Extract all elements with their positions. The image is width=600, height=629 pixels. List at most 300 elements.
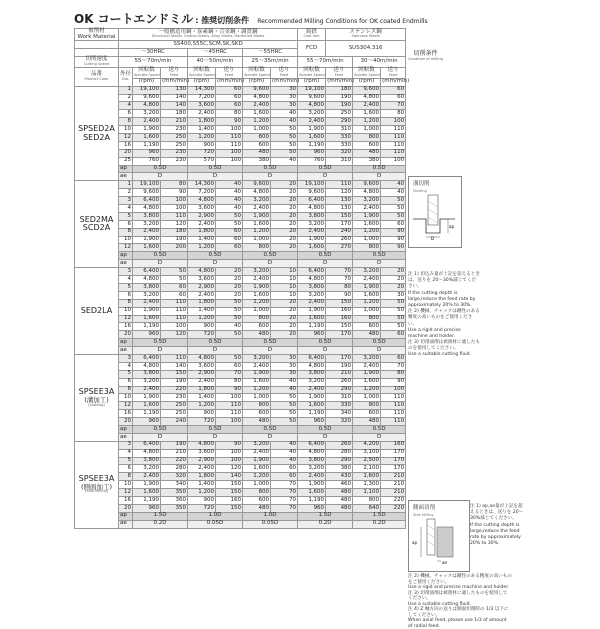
side-note-1-jp: 注 1) ap,ae量が上記を超えるときは、送りを 20～30%減じてください。 (470, 504, 524, 522)
spindle-speed-cell: 720 (188, 331, 216, 339)
spindle-speed-cell: 2,400 (353, 362, 381, 370)
ae-row (75, 347, 406, 355)
ap-row (75, 339, 406, 347)
spindle-speed-cell: 1,600 (353, 110, 381, 118)
feed-cell: 210 (326, 370, 353, 378)
spindle-speed-cell: 800 (243, 489, 271, 497)
diameter-cell: 4 (119, 362, 133, 370)
spindle-speed-cell: 2,500 (353, 457, 381, 465)
table-row (75, 457, 406, 465)
diameter-cell: 3 (119, 268, 133, 276)
spindle-speed-cell: 9,600 (133, 94, 161, 102)
spindle-speed-cell: 800 (353, 496, 381, 504)
ap-value: 0.5D (188, 252, 243, 260)
feed-cell: 20 (271, 181, 298, 189)
spindle-speed-cell: 1,900 (133, 481, 161, 489)
blank-cell (75, 41, 119, 49)
feed-cell: 50 (271, 126, 298, 134)
ae-row (75, 520, 406, 528)
spindle-speed-cell: 3,800 (298, 457, 326, 465)
diameter-cell: 12 (119, 489, 133, 497)
diameter-cell: 4 (119, 102, 133, 110)
spindle-speed-cell: 1,200 (243, 299, 271, 307)
feed-cell: 100 (216, 457, 243, 465)
table-row (75, 473, 406, 481)
feed-cell: 110 (216, 134, 243, 142)
feed-cell: 430 (326, 473, 353, 481)
feed-cell: 50 (161, 276, 188, 284)
feed-cell: 240 (326, 228, 353, 236)
feed-cell: 80 (161, 181, 188, 189)
side-milling-panel (408, 500, 470, 572)
feed-cell: 110 (216, 141, 243, 149)
spindle-speed-cell: 1,200 (188, 134, 216, 142)
feed-cell: 110 (381, 134, 406, 142)
feed-cell: 60 (381, 94, 406, 102)
feed-cell: 50 (271, 141, 298, 149)
spindle-speed-cell: 3,200 (243, 197, 271, 205)
table-row (75, 354, 406, 362)
spindle-speed-cell: 480 (243, 149, 271, 157)
spindle-speed-cell: 1,400 (188, 126, 216, 134)
spindle-speed-cell: 4,800 (243, 189, 271, 197)
ap-value: 1.0D (188, 512, 243, 520)
table-row (75, 102, 406, 110)
spindle-speed-cell: 480 (243, 331, 271, 339)
spindle-speed-cell: 800 (243, 134, 271, 142)
spindle-speed-cell: 1,900 (353, 370, 381, 378)
spindle-speed-cell: 4,800 (188, 197, 216, 205)
spindle-speed-cell: 4,800 (133, 276, 161, 284)
spindle-speed-cell: 4,800 (188, 354, 216, 362)
spindle-speed-cell: 4,800 (243, 94, 271, 102)
feed-cell: 40 (381, 189, 406, 197)
spindle-speed-cell: 1,600 (353, 473, 381, 481)
spindle-speed-cell: 1,300 (353, 481, 381, 489)
page-subtitle: : 推奨切削条件 (195, 16, 250, 25)
spindle-speed-cell: 960 (133, 418, 161, 426)
cutting-speed-header: 切削速度 Cutting Speed (75, 56, 119, 67)
ae-value: D (188, 433, 243, 441)
feed-cell: 230 (161, 149, 188, 157)
feed-cell: 40 (216, 197, 243, 205)
note-1-en: If the cutting depth is large,reduce the feed rate by approximately 20% to 30%. (408, 290, 476, 308)
spindle-speed-cell: 960 (298, 149, 326, 157)
spindle-speed-cell: 6,400 (133, 354, 161, 362)
product-sub-jp: (溝加工) (84, 395, 109, 404)
feed-cell: 170 (381, 457, 406, 465)
feed-cell: 70 (271, 496, 298, 504)
feed-cell: 70 (326, 276, 353, 284)
feed-cell: 320 (161, 473, 188, 481)
feed-cell: 60 (161, 283, 188, 291)
feed-cell: 20 (271, 299, 298, 307)
feed-cell: 130 (161, 86, 188, 94)
spindle-speed-cell: 480 (243, 418, 271, 426)
diameter-cell: 4 (119, 205, 133, 213)
rpm-unit: (rpm) (133, 78, 161, 86)
feed-cell: 40 (216, 181, 243, 189)
hrc-30: ～30HRC (119, 48, 188, 56)
diameter-cell: 20 (119, 149, 133, 157)
spindle-speed-cell: 2,100 (353, 465, 381, 473)
table-row (75, 212, 406, 220)
side-ae-label: ae (442, 560, 447, 565)
speed-3: 25～35m/min (243, 56, 298, 67)
diameter-cell: 16 (119, 496, 133, 504)
feed-cell: 50 (216, 315, 243, 323)
spindle-speed-cell: 1,000 (243, 394, 271, 402)
side-note-4-jp: 注 4) Z 軸方向の送りは側面切削時の 1/3 以下にしてください。 (408, 607, 509, 618)
feed-cell: 70 (271, 481, 298, 489)
table-row (75, 489, 406, 497)
cutting-conditions-table (74, 28, 410, 529)
spindle-speed-cell: 3,200 (298, 465, 326, 473)
spindle-speed-cell: 2,400 (243, 449, 271, 457)
feed-cell: 50 (161, 268, 188, 276)
feed-cell: 40 (216, 323, 243, 331)
feed-cell: 20 (271, 307, 298, 315)
spindle-speed-cell: 2,900 (188, 283, 216, 291)
side-milling-diagram (409, 517, 467, 567)
spindle-speed-cell: 1,600 (133, 489, 161, 497)
spindle-speed-cell: 1,900 (353, 283, 381, 291)
feed-cell: 190 (161, 378, 188, 386)
spindle-speed-cell: 480 (353, 418, 381, 426)
spindle-speed-cell: 720 (188, 149, 216, 157)
speed-1: 55～70m/min (119, 56, 188, 67)
feed-cell: 210 (161, 118, 188, 126)
spindle-speed-cell: 2,400 (188, 110, 216, 118)
feed-cell: 100 (216, 449, 243, 457)
slotting-diagram (409, 193, 459, 241)
side-milling-notes (408, 574, 512, 629)
spindle-speed-cell: 1,900 (243, 212, 271, 220)
spindle-speed-cell: 2,400 (243, 205, 271, 213)
feed-unit: (mm/min) (162, 78, 190, 85)
spindle-speed-cell: 3,800 (133, 212, 161, 220)
feed-cell: 110 (161, 212, 188, 220)
product-code (75, 86, 119, 181)
feed-unit: (mm/min) (327, 78, 355, 85)
spindle-speed-cell: 1,900 (298, 394, 326, 402)
hrc-45: ～45HRC (188, 48, 243, 56)
ae-value: D (298, 173, 353, 181)
feed-cell: 90 (161, 189, 188, 197)
spindle-speed-cell: 3,200 (298, 110, 326, 118)
spindle-speed-cell: 6,400 (133, 197, 161, 205)
feed-cell: 210 (381, 481, 406, 489)
slot-d-label: D (431, 236, 435, 241)
feed-cell: 50 (216, 299, 243, 307)
spindle-speed-cell: 9,600 (243, 86, 271, 94)
feed-cell: 20 (271, 228, 298, 236)
feed-header: 送り Feed (381, 67, 406, 78)
feed-cell: 50 (216, 220, 243, 228)
feed-cell: 60 (381, 331, 406, 339)
ae-value: D (133, 260, 188, 268)
spindle-speed-cell: 1,900 (243, 283, 271, 291)
table-row (75, 496, 406, 504)
diameter-cell: 12 (119, 134, 133, 142)
spindle-speed-cell: 960 (133, 149, 161, 157)
spindle-speed-cell: 4,800 (188, 441, 216, 449)
feed-cell: 90 (326, 291, 353, 299)
feed-cell: 60 (216, 86, 243, 94)
side-milling-note-1 (470, 504, 526, 547)
spindle-speed-cell: 900 (188, 410, 216, 418)
feed-cell: 180 (161, 110, 188, 118)
table-row (75, 244, 406, 252)
feed-unit: (mm/min) (217, 78, 245, 85)
spindle-speed-cell: 3,200 (298, 220, 326, 228)
spindle-speed-header: 回転数 Spindle Speed (354, 67, 380, 77)
note-2-jp: 注 2) 機械、チャックは剛性のある精度の高いものをご使用ください。 (408, 309, 480, 327)
diameter-cell: 8 (119, 118, 133, 126)
table-row (75, 291, 406, 299)
speed-5: 30～40m/min (353, 56, 406, 67)
spindle-speed-cell: 960 (298, 504, 326, 512)
spindle-speed-cell: 640 (353, 504, 381, 512)
table-row (75, 394, 406, 402)
diameter-cell: 2 (119, 189, 133, 197)
feed-cell: 140 (161, 94, 188, 102)
spindle-speed-cell: 3,200 (133, 220, 161, 228)
table-row (75, 205, 406, 213)
feed-cell: 40 (271, 457, 298, 465)
table-row (75, 276, 406, 284)
side-note-1-en: If the cutting depth is large,reduce the feed rate by approximately 20% to 30%. (470, 522, 521, 547)
spindle-speed-cell: 1,600 (298, 315, 326, 323)
feed-cell: 100 (161, 205, 188, 213)
table-row (75, 378, 406, 386)
feed-cell: 260 (326, 236, 353, 244)
feed-cell: 200 (161, 244, 188, 252)
spindle-speed-cell: 2,400 (133, 386, 161, 394)
feed-cell: 150 (216, 504, 243, 512)
spindle-speed-cell: 800 (243, 402, 271, 410)
feed-cell: 260 (326, 441, 353, 449)
feed-cell: 110 (216, 410, 243, 418)
feed-cell: 70 (216, 370, 243, 378)
ae-label: ae (119, 260, 133, 268)
ap-row (75, 512, 406, 520)
spindle-speed-cell: 9,600 (133, 189, 161, 197)
ae-row (75, 260, 406, 268)
spindle-speed-cell: 3,600 (188, 362, 216, 370)
feed-cell: 20 (381, 283, 406, 291)
ap-value: 0.5D (188, 165, 243, 173)
feed-cell: 50 (271, 418, 298, 426)
feed-cell: 120 (161, 331, 188, 339)
product-name-line: SED2A (83, 132, 110, 142)
table-row (75, 189, 406, 197)
feed-cell: 20 (271, 331, 298, 339)
diameter-cell: 6 (119, 291, 133, 299)
feed-cell: 30 (381, 291, 406, 299)
ap-value: 0.5D (188, 425, 243, 433)
page-subtitle-en: Recommended Milling Conditions for OK coated Endmills (257, 18, 428, 25)
spindle-speed-cell: 3,200 (133, 291, 161, 299)
feed-cell: 210 (381, 473, 406, 481)
feed-cell: 110 (381, 418, 406, 426)
spindle-speed-cell: 1,200 (188, 402, 216, 410)
spindle-speed-cell: 6,400 (298, 268, 326, 276)
feed-cell: 230 (161, 157, 188, 165)
feed-cell: 20 (216, 268, 243, 276)
feed-cell: 170 (381, 465, 406, 473)
diameter-cell: 8 (119, 299, 133, 307)
feed-cell: 20 (381, 268, 406, 276)
feed-cell: 250 (161, 141, 188, 149)
feed-cell: 140 (161, 362, 188, 370)
feed-cell: 210 (381, 489, 406, 497)
feed-cell: 100 (161, 197, 188, 205)
diameter-cell: 3 (119, 441, 133, 449)
ap-value: 1.0D (243, 512, 298, 520)
feed-cell: 20 (271, 315, 298, 323)
spindle-speed-cell: 19,100 (133, 181, 161, 189)
spindle-speed-cell: 570 (188, 157, 216, 165)
feed-cell: 60 (271, 473, 298, 481)
spindle-speed-cell: 600 (243, 141, 271, 149)
feed-cell: 50 (271, 134, 298, 142)
feed-cell: 310 (326, 157, 353, 165)
spindle-speed-cell: 1,400 (188, 481, 216, 489)
feed-cell: 30 (271, 354, 298, 362)
feed-cell: 220 (381, 496, 406, 504)
diameter-cell: 2 (119, 94, 133, 102)
feed-cell: 280 (326, 449, 353, 457)
diameter-cell: 12 (119, 244, 133, 252)
product-name-line: SED2MA (79, 214, 114, 224)
ap-label: ap (119, 165, 133, 173)
work-material-header: 被削材 Work Material (75, 29, 119, 41)
table-row (75, 481, 406, 489)
feed-cell: 110 (381, 149, 406, 157)
spindle-speed-header: 回転数 Spindle Speed (299, 67, 325, 77)
ae-row (75, 433, 406, 441)
feed-cell: 20 (216, 283, 243, 291)
feed-cell: 90 (381, 228, 406, 236)
ap-label: ap (119, 512, 133, 520)
feed-cell: 50 (216, 331, 243, 339)
feed-cell: 110 (381, 126, 406, 134)
feed-cell: 90 (216, 386, 243, 394)
ap-value: 0.5D (188, 339, 243, 347)
spindle-speed-cell: 1,600 (298, 134, 326, 142)
feed-cell: 290 (326, 386, 353, 394)
feed-cell: 110 (326, 181, 353, 189)
feed-cell: 60 (216, 236, 243, 244)
spindle-speed-cell: 800 (353, 244, 381, 252)
spindle-speed-cell: 1,190 (133, 496, 161, 504)
spindle-speed-cell: 3,800 (298, 283, 326, 291)
spindle-speed-cell: 1,200 (353, 118, 381, 126)
note-2-en: Use a rigid and precise machine and holder. (408, 327, 461, 339)
side-ap-label: ap (412, 540, 417, 545)
spindle-speed-cell: 2,400 (188, 378, 216, 386)
feed-cell: 460 (326, 481, 353, 489)
feed-cell: 60 (381, 354, 406, 362)
feed-cell: 60 (381, 86, 406, 94)
feed-cell: 190 (326, 102, 353, 110)
spindle-speed-cell: 2,400 (298, 386, 326, 394)
spindle-speed-cell: 1,200 (188, 244, 216, 252)
spindle-speed-cell: 4,800 (133, 102, 161, 110)
feed-cell: 330 (326, 141, 353, 149)
spindle-speed-cell: 960 (133, 504, 161, 512)
spindle-speed-cell: 4,800 (298, 449, 326, 457)
slotting-notes (408, 272, 480, 359)
feed-cell: 250 (161, 134, 188, 142)
feed-cell: 70 (271, 504, 298, 512)
ap-value: 0.5D (353, 165, 406, 173)
feed-cell: 170 (326, 331, 353, 339)
feed-cell: 60 (216, 228, 243, 236)
table-row (75, 134, 406, 142)
spindle-speed-cell: 800 (353, 315, 381, 323)
condition-label: 切削条件 Condition of milling (408, 50, 443, 62)
ae-label: ae (119, 347, 133, 355)
spindle-speed-cell: 4,800 (298, 102, 326, 110)
spindle-speed-cell: 4,800 (353, 189, 381, 197)
spindle-speed-cell: 1,000 (243, 481, 271, 489)
spindle-speed-cell: 1,900 (298, 126, 326, 134)
table-row (75, 141, 406, 149)
feed-cell: 250 (161, 410, 188, 418)
product-code-header: 品番 Product Code (75, 67, 119, 86)
spindle-speed-cell: 760 (298, 157, 326, 165)
ae-value: D (188, 173, 243, 181)
feed-cell: 170 (326, 354, 353, 362)
spindle-speed-cell: 3,200 (353, 354, 381, 362)
spindle-speed-cell: 4,800 (133, 449, 161, 457)
ae-value: D (243, 260, 298, 268)
diameter-cell: 1 (119, 181, 133, 189)
spindle-speed-cell: 6,400 (133, 441, 161, 449)
spindle-speed-cell: 1,900 (298, 236, 326, 244)
spindle-speed-cell: 3,800 (133, 370, 161, 378)
hrc-55: ～55HRC (243, 48, 298, 56)
feed-cell: 20 (216, 276, 243, 284)
ap-value: 0.5D (243, 165, 298, 173)
ae-value: D (353, 347, 406, 355)
feed-cell: 70 (271, 489, 298, 497)
side-note-3-en: Use a suitable cutting fluid. (408, 601, 472, 607)
spindle-speed-cell: 720 (188, 504, 216, 512)
steel-grades: SS400,S55C,SCM,SK,SKD (119, 41, 298, 49)
spindle-speed-cell: 3,600 (188, 205, 216, 213)
spindle-speed-cell: 2,400 (188, 465, 216, 473)
diameter-cell: 6 (119, 378, 133, 386)
spindle-speed-cell: 1,600 (298, 402, 326, 410)
ae-value: D (188, 260, 243, 268)
table-row (75, 465, 406, 473)
spindle-speed-cell: 1,900 (298, 307, 326, 315)
side-note-2-en: Use a rigid and precise machine and holder. (408, 585, 510, 590)
feed-cell: 310 (326, 126, 353, 134)
table-row (75, 323, 406, 331)
spindle-speed-cell: 1,190 (298, 141, 326, 149)
feed-cell: 20 (271, 205, 298, 213)
table-row (75, 126, 406, 134)
feed-cell: 130 (326, 197, 353, 205)
feed-cell: 90 (381, 244, 406, 252)
spindle-speed-cell: 380 (243, 157, 271, 165)
spindle-speed-cell: 380 (353, 157, 381, 165)
ap-label: ap (119, 425, 133, 433)
